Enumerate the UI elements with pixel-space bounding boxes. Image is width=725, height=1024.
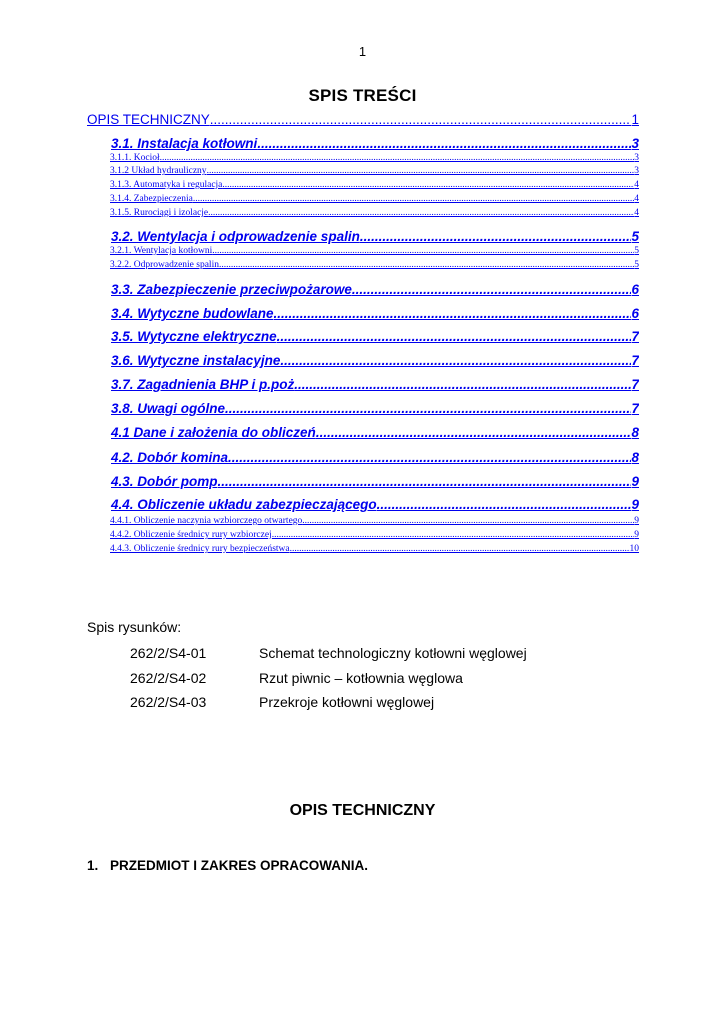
toc-dot-leader (212, 246, 634, 256)
page-number: 1 (358, 44, 367, 59)
toc-entry[interactable] (110, 153, 639, 163)
toc-dot-leader (316, 425, 632, 440)
toc-dot-leader (222, 180, 634, 190)
toc-entry-title: 3.1.2 Układ hydrauliczny (110, 166, 207, 176)
toc-entry-title: 3.6. Wytyczne instalacyjne (111, 353, 281, 368)
toc-entry-title: 4.1 Dane i założenia do obliczeń (111, 425, 316, 440)
toc-entry-title: 4.4.1. Obliczenie naczynia wzbiorczego otwartego (110, 516, 303, 526)
toc-entry[interactable] (110, 180, 639, 190)
toc-entry-title: 3.3. Zabezpieczenie przeciwpożarowe (111, 282, 352, 297)
toc-entry-page: 3 (634, 166, 639, 176)
toc-entry-page: 9 (631, 497, 639, 512)
toc-dot-leader (208, 208, 634, 218)
toc-entry[interactable] (87, 306, 639, 321)
section-title: OPIS TECHNICZNY (289, 802, 436, 819)
toc-entry-title: 3.1.3. Automatyka i regulacja (110, 180, 223, 190)
toc-entry[interactable] (87, 425, 639, 440)
toc-entry-page: 5 (634, 246, 639, 256)
toc-entry-page: 7 (631, 401, 639, 416)
toc-title: SPIS TREŚCI (308, 86, 417, 105)
toc-entry-title: 3.8. Uwagi ogólne (111, 401, 226, 416)
toc-dot-leader (360, 229, 632, 244)
toc-entry-title: 4.4. Obliczenie układu zabezpieczającego (111, 497, 377, 512)
toc-entry-title: OPIS TECHNICZNY (87, 112, 210, 127)
toc-entry-title: 3.1.4. Zabezpieczenia (110, 194, 193, 204)
toc-entry-title: 3.1.5. Rurociągi i izolacje (110, 208, 209, 218)
toc-dot-leader (352, 282, 632, 297)
toc-entry-page: 7 (631, 329, 639, 344)
toc-entry-title: 4.4.3. Obliczenie średnicy rury bezpieczeństwa (110, 544, 290, 554)
toc-entry-title: 3.7. Zagadnienia BHP i p.poż (111, 377, 295, 392)
toc-entry[interactable] (87, 450, 639, 465)
toc-dot-leader (207, 166, 635, 176)
subsection-number: 1. (87, 858, 99, 873)
toc-entry-page: 10 (629, 544, 639, 554)
toc-dot-leader (219, 260, 634, 270)
toc-entry-title: 3.4. Wytyczne budowlane (111, 306, 274, 321)
toc-entry-title: 3.1.1. Kocioł (110, 153, 160, 163)
toc-entry[interactable] (87, 282, 639, 297)
toc-entry-page: 9 (634, 516, 639, 526)
toc-dot-leader (280, 353, 631, 368)
toc-dot-leader (218, 474, 632, 489)
toc-dot-leader (210, 112, 632, 127)
toc-entry-page: 6 (631, 282, 639, 297)
toc-entry-title: 3.2. Wentylacja i odprowadzenie spalin (111, 229, 360, 244)
toc-entry[interactable] (87, 497, 639, 512)
toc-entry[interactable] (110, 530, 639, 540)
toc-entry-title: 3.2.1. Wentylacja kotłowni (110, 246, 213, 256)
toc-dot-leader (290, 544, 630, 554)
toc-dot-leader (225, 401, 631, 416)
toc-entry-page: 6 (631, 306, 639, 321)
toc-dot-leader (228, 450, 631, 465)
toc-entry[interactable] (87, 474, 639, 489)
toc-entry[interactable] (87, 229, 639, 244)
toc-entry-page: 8 (631, 450, 639, 465)
toc-entry-page: 9 (634, 530, 639, 540)
toc-entry[interactable] (110, 208, 639, 218)
drawing-description: Rzut piwnic – kotłownia węglowa (259, 670, 463, 686)
drawings-list-label: Spis rysunków: (87, 619, 182, 635)
toc-dot-leader (257, 136, 631, 151)
drawing-code: 262/2/S4-03 (130, 694, 207, 710)
toc-entry-title: 4.4.2. Obliczenie średnicy rury wzbiorczej (110, 530, 272, 540)
toc-entry-page: 9 (631, 474, 639, 489)
toc-dot-leader (193, 194, 634, 204)
toc-entry-page: 5 (631, 229, 639, 244)
toc-dot-leader (377, 497, 632, 512)
toc-entry-title: 4.2. Dobór komina (111, 450, 229, 465)
subsection-title: PRZEDMIOT I ZAKRES OPRACOWANIA. (110, 858, 369, 873)
toc-entry-title: 3.2.2. Odprowadzenie spalin (110, 260, 219, 270)
toc-entry-page: 4 (634, 180, 639, 190)
drawing-code: 262/2/S4-01 (130, 645, 207, 661)
toc-entry[interactable] (87, 136, 639, 151)
toc-entry[interactable] (87, 377, 639, 392)
toc-entry-page: 3 (634, 153, 639, 163)
toc-dot-leader (302, 516, 634, 526)
toc-dot-leader (277, 329, 632, 344)
toc-entry-page: 7 (631, 377, 639, 392)
toc-entry[interactable] (110, 246, 639, 256)
toc-entry[interactable] (87, 353, 639, 368)
toc-entry[interactable] (110, 260, 639, 270)
toc-entry-title: 4.3. Dobór pomp (111, 474, 218, 489)
toc-entry[interactable] (87, 112, 639, 127)
toc-entry-page: 5 (634, 260, 639, 270)
toc-entry-page: 3 (631, 136, 639, 151)
toc-entry-title: 3.5. Wytyczne elektryczne (111, 329, 277, 344)
toc-entry[interactable] (110, 544, 639, 554)
toc-entry[interactable] (110, 516, 639, 526)
toc-dot-leader (294, 377, 631, 392)
toc-entry[interactable] (110, 166, 639, 176)
toc-entry-page: 1 (631, 112, 639, 127)
toc-entry-page: 7 (631, 353, 639, 368)
toc-dot-leader (160, 153, 635, 163)
drawing-code: 262/2/S4-02 (130, 670, 207, 686)
toc-entry-page: 4 (634, 208, 639, 218)
toc-entry[interactable] (87, 329, 639, 344)
drawing-description: Przekroje kotłowni węglowej (259, 694, 435, 710)
drawing-description: Schemat technologiczny kotłowni węglowej (259, 645, 527, 661)
toc-dot-leader (274, 306, 632, 321)
toc-entry[interactable] (87, 401, 639, 416)
toc-entry-page: 8 (631, 425, 639, 440)
toc-dot-leader (272, 530, 635, 540)
toc-entry-title: 3.1. Instalacja kotłowni (111, 136, 258, 151)
toc-entry-page: 4 (634, 194, 639, 204)
subsection-heading (87, 858, 368, 873)
toc-entry[interactable] (110, 194, 639, 204)
